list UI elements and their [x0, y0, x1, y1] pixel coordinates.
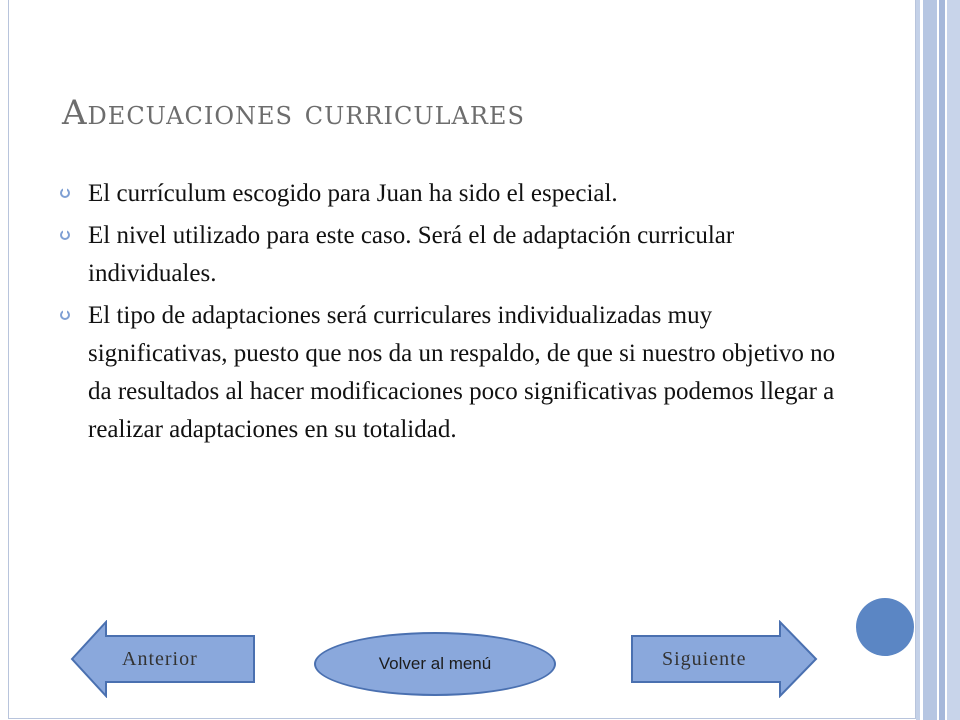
back-to-menu-label: Volver al menú	[378, 654, 492, 673]
decorative-circle	[856, 598, 914, 656]
previous-button-label: Anterior	[122, 648, 198, 670]
bullet-text: El tipo de adaptaciones será curriculares individualizadas muy significativas, puesto que nos da un respaldo, de que si nuestro objetivo no da resultados al hacer modificaciones poco significativas podemos llegar a realizar adaptaciones en su totalidad.	[88, 302, 836, 443]
bullet-item	[58, 297, 838, 449]
slide-title: Adecuaciones curriculares	[62, 93, 525, 133]
bullet-text: El currículum escogido para Juan ha sido el especial.	[88, 180, 618, 207]
back-to-menu-button[interactable]	[314, 632, 556, 696]
bullet-list	[58, 175, 838, 453]
bullet-icon	[60, 188, 70, 198]
bullet-item	[58, 175, 838, 213]
next-button-label: Siguiente	[662, 648, 747, 670]
previous-button[interactable]	[70, 620, 256, 698]
bullet-item	[58, 217, 838, 293]
next-button[interactable]	[630, 620, 818, 698]
bullet-icon	[60, 230, 70, 240]
bullet-icon	[60, 310, 70, 320]
bullet-text: El nivel utilizado para este caso. Será el de adaptación curricular individuales.	[88, 222, 735, 287]
decorative-stripes	[916, 0, 960, 720]
